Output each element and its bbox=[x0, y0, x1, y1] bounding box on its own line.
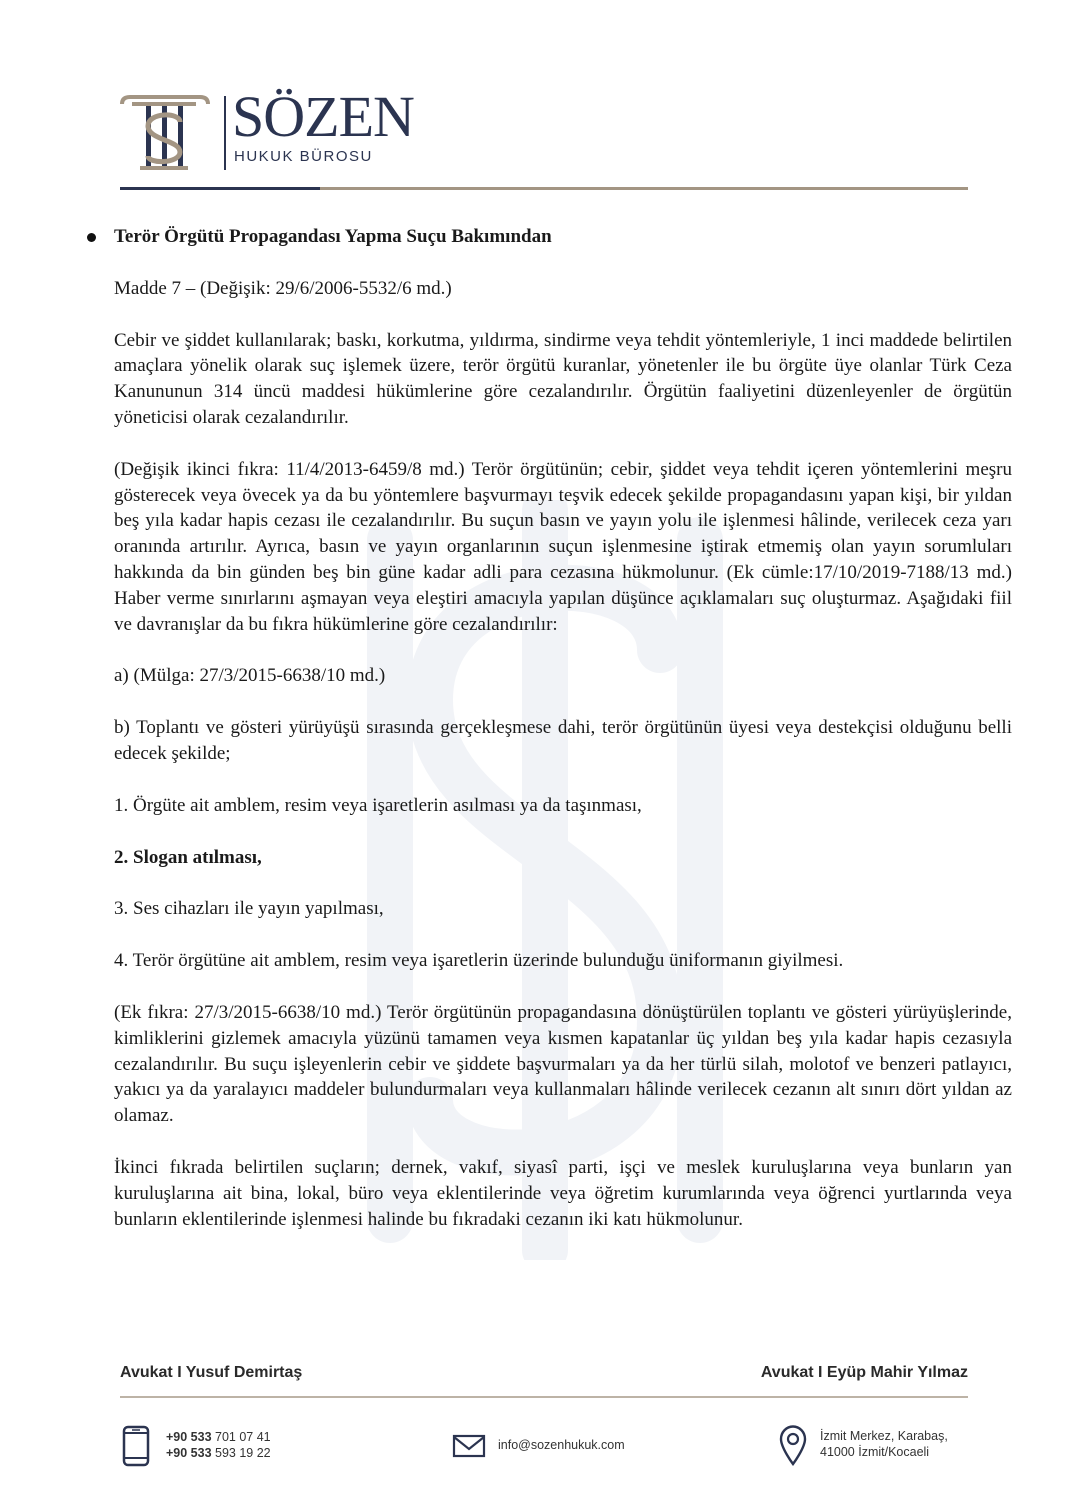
phone-2[interactable]: +90 533 593 19 22 bbox=[166, 1446, 271, 1460]
firm-logo bbox=[118, 84, 414, 176]
bullet-icon bbox=[87, 233, 96, 242]
article-title: Madde 7 – (Değişik: 29/6/2006-5532/6 md.) bbox=[114, 277, 452, 299]
logo-subtitle: HUKUK BÜROSU bbox=[234, 148, 373, 165]
item-3: 3. Ses cihazları ile yayın yapılması, bbox=[114, 898, 384, 920]
location-pin-icon bbox=[778, 1424, 808, 1466]
item-b: b) Toplantı ve gösteri yürüyüşü sırasında gerçekleşmese dahi, terör örgütünün üyesi veya destekçisi olduğunu belli edecek şekilde; bbox=[114, 717, 1012, 764]
footer-rule bbox=[120, 1396, 968, 1398]
logo-name: SÖZEN bbox=[232, 84, 414, 149]
item-2: 2. Slogan atılması, bbox=[114, 846, 262, 868]
item-1: 1. Örgüte ait amblem, resim veya işaretlerin asılması ya da taşınması, bbox=[114, 794, 642, 816]
logo-divider bbox=[224, 96, 226, 170]
address-line-2: 41000 İzmit/Kocaeli bbox=[820, 1445, 930, 1459]
paragraph-3: (Ek fıkra: 27/3/2015-6638/10 md.) Terör örgütünün propagandasına dönüştürülen toplantı ve gösteri yürüyüşlerinde, kimliklerini gizlemek amacıyla yüzünü tamamen veya kısmen kapatanlar üç yıldan beş yıla kadar hapis cezasıyla cezalandırılır. Bu suçu işleyenlerin cebir ve şiddete başvurmaları ya da her türlü silah, molotof ve benzeri patlayıcı, yakıcı ya da yaralayıcı maddeler bulundurmaları veya kullanmaları hâlinde verilecek cezanın alt sınırı dört yıldan az olamaz. bbox=[114, 1001, 1012, 1127]
paragraph-4: İkinci fıkrada belirtilen suçların; dernek, vakıf, siyasî parti, işçi ve meslek kuruluşlarına veya bunların yan kuruluşlarına ait bina, lokal, büro veya eklentilerinde veya öğretim kurumlarında veya öğrenci yurtlarında veya bunların eklentilerinde işlenmesi halinde bu fıkradaki cezanın iki katı hükmolunur. bbox=[114, 1156, 1012, 1230]
paragraph-2: (Değişik ikinci fıkra: 11/4/2013-6459/8 md.) Terör örgütünün; cebir, şiddet veya tehdit içeren yöntemlerini meşru gösterecek veya övecek ya da bu yöntemlere başvurmayı teşvik edecek şekilde propagandasını yapan kişi, bir yıldan beş yıla kadar hapis cezası ile cezalandırılır. Bu suçun basın ve yayın yolu ile işlenmesi hâlinde, verilecek ceza yarı oranında artırılır. Ayrıca, basın ve yayın organlarının suçun işlenmesine iştirak etmemiş olan yayın sorumluları hakkında da bin günden beş bin güne kadar adli para cezasına hükmolunur. (Ek cümle:17/10/2019-7188/13 md.) Haber verme sınırlarını aşmayan veya eleştiri amacıyla yapılan düşünce açıklamaları suç oluşturmaz. Aşağıdaki fiil ve davranışlar da bu fıkra hükümlerine göre cezalandırılır: bbox=[114, 458, 1012, 635]
envelope-icon bbox=[452, 1434, 486, 1458]
lawyer-left: Avukat I Yusuf Demirtaş bbox=[120, 1364, 303, 1381]
lawyer-right: Avukat I Eyüp Mahir Yılmaz bbox=[760, 1364, 968, 1381]
section-heading: Terör Örgütü Propagandası Yapma Suçu Bakımından bbox=[114, 224, 1012, 250]
firm-emblem-icon bbox=[118, 94, 210, 172]
phone-1[interactable]: +90 533 701 07 41 bbox=[166, 1430, 271, 1444]
address-line-1: İzmit Merkez, Karabaş, bbox=[820, 1429, 948, 1443]
paragraph-1: Cebir ve şiddet kullanılarak; baskı, korkutma, yıldırma, sindirme veya tehdit yöntemleriyle, 1 inci maddede belirtilen amaçlara yönelik olarak suç işlemek üzere, terör örgütü kuranlar, yönetenler ile bu örgüte üye olanlar Türk Ceza Kanununun 314 üncü maddesi hükümlerine göre cezalandırılır. Örgütün faaliyetini düzenleyenler de örgütün yöneticisi olarak cezalandırılır. bbox=[114, 329, 1012, 428]
header-rule bbox=[120, 187, 968, 190]
document-body bbox=[114, 224, 1012, 1258]
mobile-phone-icon bbox=[122, 1425, 150, 1467]
item-a: a) (Mülga: 27/3/2015-6638/10 md.) bbox=[114, 665, 386, 687]
email-link[interactable]: info@sozenhukuk.com bbox=[498, 1438, 625, 1452]
footer-lawyers bbox=[120, 1364, 968, 1388]
item-4: 4. Terör örgütüne ait amblem, resim veya işaretlerin üzerinde bulunduğu üniformanın giyilmesi. bbox=[114, 950, 844, 972]
